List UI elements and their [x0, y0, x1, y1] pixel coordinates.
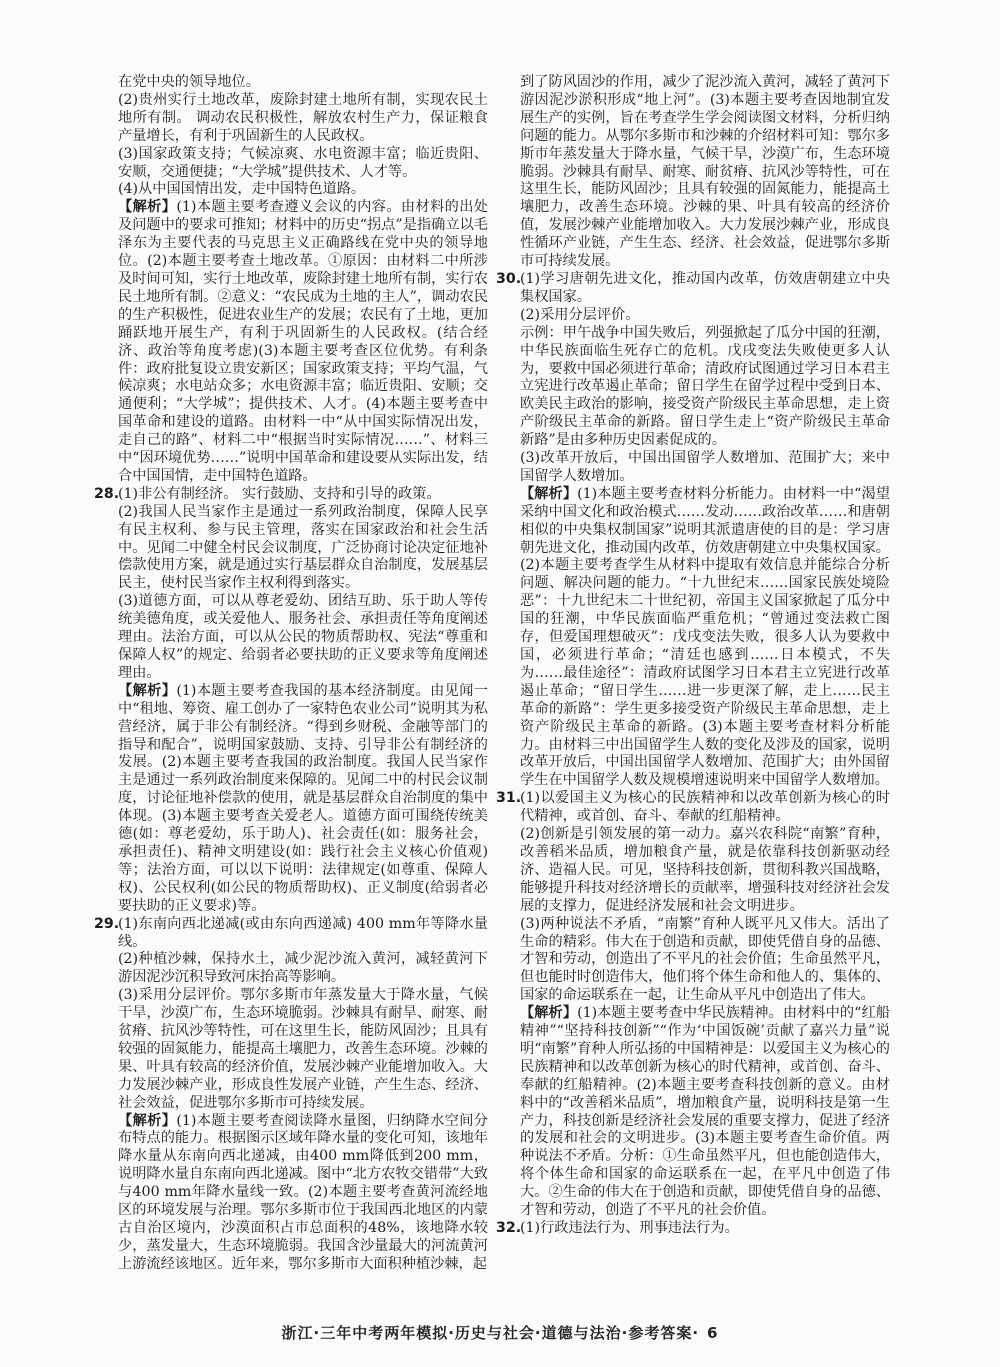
- q29-analysis-text: (1)本题主要考查阅读降水量图，归纳降水空间分布特点的能力。根据图示区域年降水量的变化可知，该地年降水量从东南向西北递减，由400 mm降低到200 mm，说明降水量自东南向西北递减。图中“北方农牧交错带”大致与400 mm年降水量线一致。(2)本题主要考查黄河流经地区的环境发展与治理。鄂尔多斯市位于我国西北地区的内蒙古自治区境内，沙漠面积占市总面积的48%，该地降水较少，蒸发量大，生态环境脆弱。我国含沙量最大的河流黄河上游流经该地区。近年来，鄂尔多斯市大面积种植沙棘，起: [118, 1112, 488, 1272]
- question-32: [496, 1220, 890, 1238]
- q28-part2: (2)我国人民当家作主是通过一系列政治制度，保障人民享有民主权利、参与民主管理，落实在国家政治和社会生活中。见闻二中健全村民会议制度，广泛协商讨论决定征地补偿款使用方案，就是通过实行基层群众自治制度，发展基层民主，使村民当家作主权利得到落实。: [118, 503, 488, 592]
- q29-part1: (1)东南向西北递减(或由东向西递减) 400 mm年等降水量线。: [118, 915, 488, 950]
- q30-analysis-text: (1)本题主要考查材料分析能力。由材料一中“渴望采纳中国文化和政治模式……发动……政治改革……和唐朝相似的中央集权制国家”说明其派遣唐使的目的是：学习唐朝先进文化，推动国内改革，仿效唐朝建立中央集权国家。(2)本题主要考查学生从材料中提取有效信息并能综合分析问题、解决问题的能力。“十九世纪末……国家民族处境险恶”：十九世纪末二十世纪初，帝国主义国家掀起了瓜分中国的狂潮，中华民族面临严重危机；“曾通过变法救亡图存，但爱国理想破灭”：戊戌变法失败，很多人认为要救中国，必须进行革命；“清廷也感到……日本模式，不失为……最佳途径”：清政府试图学习日本君主立宪进行改革遏止革命；“留日学生……进一步更深了解，走上……民主革命的新路”：学生更多接受资产阶级民主革命思想，走上资产阶级民主革命的新路。(3)本题主要考查材料分析能力。由材料三中出国留学生人数的变化及涉及的国家，说明改革开放后，中国出国留学人数增加、范围扩大；由外国留学生在中国留学人数及规模增速说明来中国留学人数增加。: [520, 485, 890, 789]
- question-31: [496, 790, 890, 1220]
- analysis-label: 【解析】: [118, 1112, 177, 1129]
- q31-analysis-text: (1)本题主要考查中华民族精神。由材料中的“红船精神”“坚持科技创新”“作为‘中国饭碗’贡献了嘉兴力量”说明“南繁”育种人所弘扬的中国精神是：以爱国主义为核心的民族精神和以改革创新为核心的时代精神，或首创、奋斗、奉献的红船精神。(2)本题主要考查科技创新的意义。由材料中的“改善稻米品质”，增加粮食产量，说明科技是第一生产力，科技创新是经济社会发展的重要支撑力，促进了经济的发展和社会的文明进步。(3)本题主要考查生命价值。两种说法不矛盾。分析：①生命虽然平凡，但也能创造伟大，将个体生命和国家的命运联系在一起，在平凡中创造了伟大。②生命的伟大在于创造和贡献，即使凭借自身的品德、才智和劳动，创造了不平凡的社会价值。: [520, 1005, 890, 1219]
- analysis-label: 【解析】: [118, 199, 177, 216]
- q28-part1: (1)非公有制经济。 实行鼓励、支持和引导的政策。: [118, 485, 441, 502]
- q27-part1-end: 在党中央的领导地位。: [118, 74, 260, 90]
- page-number: 6: [707, 1324, 719, 1342]
- q28-analysis: [118, 683, 488, 916]
- q31-analysis: [520, 1005, 890, 1220]
- question-28: [94, 485, 488, 916]
- q30-analysis: [520, 486, 890, 790]
- analysis-label: 【解析】: [520, 1005, 578, 1022]
- q28-part3: (3)道德方面，可以从尊老爱幼、团结互助、乐于助人等传统美德角度，或关爱他人、服务社会、承担责任等角度阐述理由。法治方面，可以从公民的物质帮助权、宪法“尊重和保障人权”的规定、给弱者必要扶助的正义要求等角度阐述理由。: [118, 593, 488, 681]
- analysis-label: 【解析】: [118, 682, 177, 699]
- q29-number: 29.: [94, 915, 120, 932]
- q30-number: 30.: [496, 270, 522, 287]
- q29-part2: (2)种植沙棘，保持水土，减少泥沙流入黄河，减轻黄河下游因泥沙沉积导致河床抬高等影响。: [118, 951, 488, 986]
- right-column: [496, 74, 890, 1238]
- analysis-label: 【解析】: [520, 485, 578, 502]
- q29-analysis: [118, 1113, 488, 1274]
- page-footer: [0, 1322, 1000, 1343]
- question-29: [94, 915, 488, 1274]
- q27-part3: (3)国家政策支持；气候凉爽、水电资源丰富；临近贵阳、安顺，交通便捷；“大学城”提供技术、人才等。: [118, 145, 488, 180]
- q30-part1: (1)学习唐朝先进文化，推动国内改革，仿效唐朝建立中央集权国家。: [520, 270, 890, 305]
- q27-analysis-text: (1)本题主要考查遵义会议的内容。由材料的出处及问题中的要求可推知；材料中的历史“拐点”是指确立以毛泽东为主要代表的马克思主义正确路线在党中央的领导地位。(2)本题主要考查土地改革。①原因：由材料二中所涉及时间可知，实行土地改革，废除封建土地所有制，实行农民土地所有制。②意义：“农民成为土地的主人”，调动农民的生产积极性，促进农业生产的发展；农民有了土地，更加踊跃地开展生产，有利于巩固新生的人民政权。(结合经济、政治等角度考虑)(3)本题主要考查区位优势。有利条件：政府批复设立贵安新区；国家政策支持；平均气温，气候凉爽；水电站众多；水电资源丰富；临近贵阳、安顺；交通便利；“大学城”；提供技术、人才。(4)本题主要考查中国革命和建设的道路。由材料一中“从中国实际情况出发，走自己的路”、材料二中“根据当时实际情况……”、材料三中“因环境优势……”说明中国革命和建设要从实际出发，结合中国国情，走中国特色道路。: [118, 199, 488, 484]
- q30-example: 示例：甲午战争中国失败后，列强掀起了瓜分中国的狂潮，中华民族面临生死存亡的危机。戊戌变法失败使更多人认为，要救中国必须进行革命；清政府试图通过学习日本君主立宪进行改革遏止革命；留日学生在留学过程中受到日本、欧美民主政治的影响，接受资产阶级民主革命思想，走上资产阶级民主革命的新路。留日学生走上“资产阶级民主革命新路”是由多种历史因素促成的。: [520, 324, 890, 449]
- q31-part3: (3)两种说法不矛盾，“南繁”育种人既平凡又伟大。活出了生命的精彩。伟大在于创造和贡献，即使凭借自身的品德、才智和劳动，创造出了不平凡的社会价值；生命虽然平凡，但也能时时创造伟大，他们将个体生命和他人的、集体的、国家的命运联系在一起，让生命从平凡中创造出了伟大。: [520, 915, 890, 1004]
- q28-number: 28.: [94, 485, 120, 502]
- q28-analysis-text: (1)本题主要考查我国的基本经济制度。由见闻一中“租地、筹资、雇工创办了一家特色农业公司”说明其为私营经济，属于非公有制经济。“得到乡财税、金融等部门的指导和配合”，说明国家鼓励、支持、引导非公有制经济的发展。(2)本题主要考查我国的政治制度。我国人民当家作主是通过一系列政治制度来保障的。见闻二中的村民会议制度，讨论征地补偿款的使用，就是基层群众自治制度的集中体现。(3)本题主要考查关爱老人。道德方面可围绕传统美德(如：尊老爱幼，乐于助人)、社会责任(如：服务社会，承担责任)、精神文明建设(如：践行社会主义核心价值观)等；法治方面，可以以下说明：法律规定(如尊重、保障人权)、公民权利(如公民的物质帮助权)、正义制度(给弱者必要扶助的正义要求)等。: [118, 682, 488, 914]
- q31-part1: (1)以爱国主义为核心的民族精神和以改革创新为核心的时代精神，或首创、奋斗、奉献的红船精神。: [520, 790, 890, 825]
- q32-number: 32.: [496, 1220, 522, 1236]
- q30-part3: (3)改革开放后，中国出国留学人数增加、范围扩大；来中国留学人数增加。: [520, 450, 890, 484]
- question-30: [496, 270, 890, 790]
- q31-number: 31.: [496, 790, 522, 807]
- q29-analysis-continued: 到了防风固沙的作用，减少了泥沙流入黄河，减轻了黄河下游因泥沙淤积形成“地上河”。(3)本题主要考查因地制宜发展生产的实例，旨在考查学生学会阅读图文材料，分析归纳问题的能力。从鄂尔多斯市和沙棘的介绍材料可知：鄂尔多斯市年蒸发量大于降水量，气候干旱，沙漠广布，生态环境脆弱。沙棘具有耐旱、耐寒、耐贫瘠、抗风沙等特性，可在这里生长，能防风固沙；且具有较强的固氮能力，能提高土壤肥力，改善生态环境。沙棘的果、叶具有较高的经济价值，发展沙棘产业能增加收入。大力发展沙棘产业，形成良性循环产业链，产生生态、经济、社会效益，促进鄂尔多斯市可持续发展。: [520, 74, 890, 270]
- q27-part4: (4)从中国国情出发，走中国特色道路。: [118, 181, 366, 198]
- q31-part2: (2)创新是引领发展的第一动力。嘉兴农科院“南繁”育种，改善稻米品质，增加粮食产量，就是依靠科技创新驱动经济、造福人民。可见，坚持科技创新，贯彻科教兴国战略，能够提升科技对经济增长的贡献率，增强科技对经济社会发展的支撑力，促进经济发展和社会文明进步。: [520, 826, 890, 914]
- footer-title: 浙江·三年中考两年模拟·历史与社会·道德与法治·参考答案·: [281, 1324, 700, 1342]
- q29-part3: (3)采用分层评价。鄂尔多斯市年蒸发量大于降水量，气候干旱，沙漠广布，生态环境脆弱。沙棘具有耐旱、耐寒、耐贫瘠、抗风沙等特性，可在这里生长，能防风固沙；且具有较强的固氮能力，能提高土壤肥力，改善生态环境。沙棘的果、叶具有较高的经济价值，发展沙棘产业能增加收入。大力发展沙棘产业，形成良性发展产业链，产生生态、经济、社会效益，促进鄂尔多斯市可持续发展。: [118, 987, 488, 1111]
- q30-part2: (2)采用分层评价。: [520, 306, 640, 323]
- left-column: [94, 74, 488, 1274]
- q27-analysis: [118, 199, 488, 486]
- q32-part1: (1)行政违法行为、刑事违法行为。: [520, 1220, 739, 1236]
- q27-part2: (2)贵州实行土地改革，废除封建土地所有制，实现农民土地所有制。 调动农民积极性，解放农村生产力，保证粮食产量增长，有利于巩固新生的人民政权。: [118, 91, 488, 144]
